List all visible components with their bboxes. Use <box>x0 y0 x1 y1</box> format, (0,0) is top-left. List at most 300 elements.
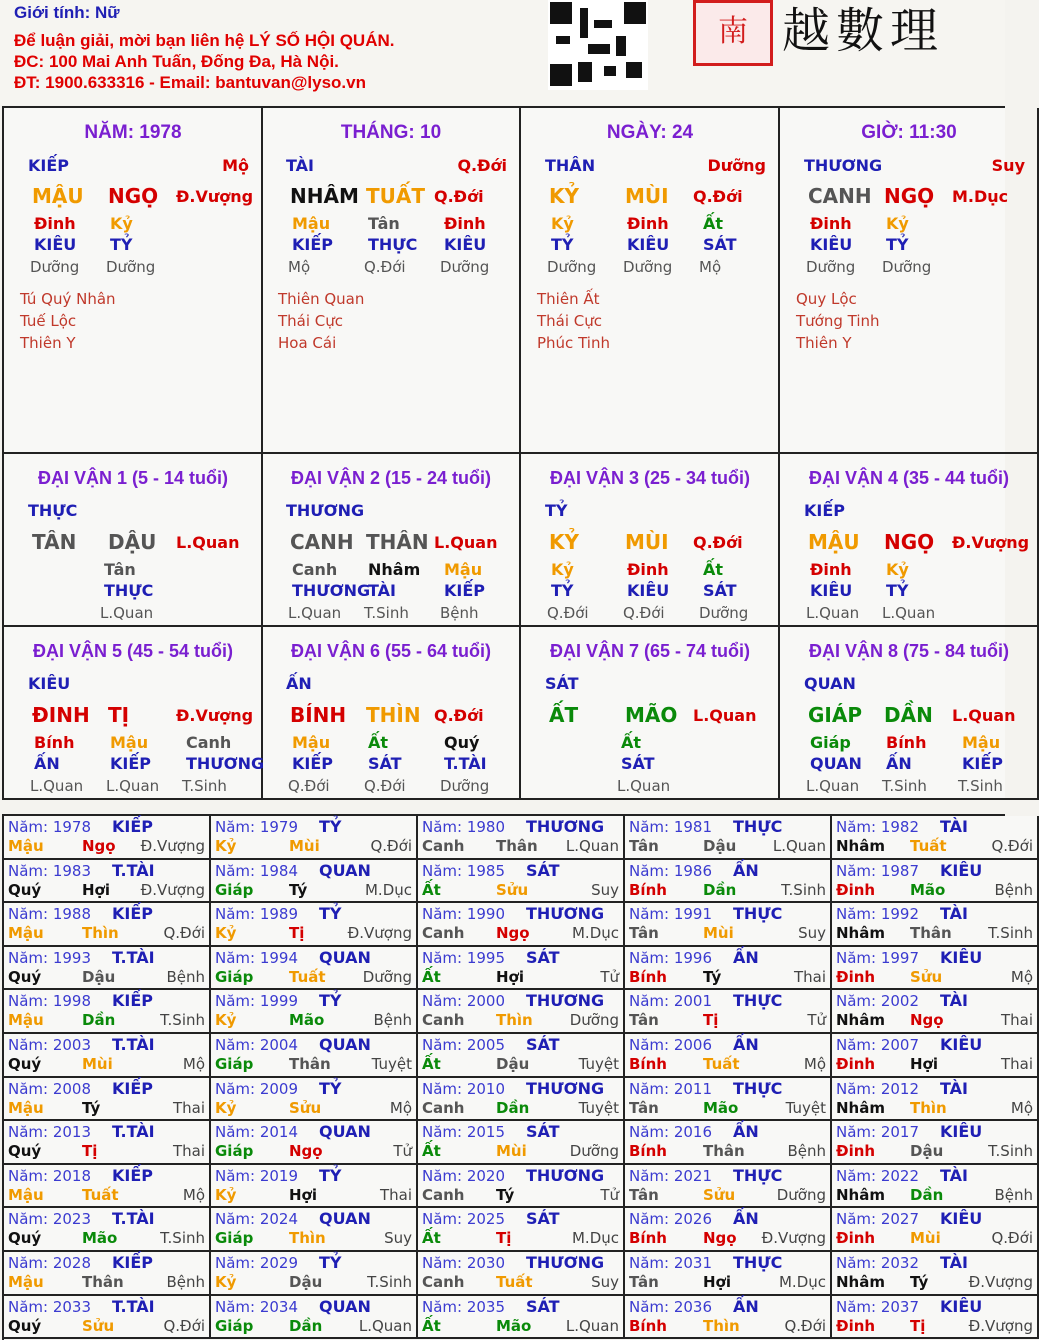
year-ten-god: KIẾP <box>112 991 154 1011</box>
pillar-cell <box>521 108 780 454</box>
cell-title: ĐẠI VẬN 7 (65 - 74 tuổi) <box>549 641 751 661</box>
year-cell <box>625 1078 832 1122</box>
year-stem: Tân <box>629 837 659 855</box>
year-stage: L.Quan <box>772 837 826 855</box>
year-branch: Tý <box>496 1185 515 1204</box>
year-branch: Tuất <box>703 1055 740 1073</box>
year-label: Năm: 2004 <box>215 1036 299 1054</box>
year-cell <box>4 990 211 1034</box>
year-branch: Dần <box>703 880 737 899</box>
year-cell <box>418 990 625 1034</box>
hidden-stem: Ất <box>621 733 642 752</box>
year-stem: Nhâm <box>836 924 885 943</box>
dai-van-cell <box>4 454 263 627</box>
hidden-ten-god: KIẾP <box>962 754 1004 773</box>
year-cell <box>211 947 418 991</box>
annual-luck-table <box>2 814 1033 1340</box>
stage-summary: Q.Đới <box>693 187 743 206</box>
year-ten-god: T.TÀI <box>112 1035 155 1054</box>
year-branch: Tuất <box>910 837 947 855</box>
year-stage: L.Quan <box>358 1316 412 1335</box>
hidden-ten-god: KIÊU <box>810 581 853 600</box>
pillar-grid <box>2 106 1030 800</box>
year-ten-god: THỰC <box>733 817 783 836</box>
year-ten-god: ẤN <box>733 1209 759 1229</box>
year-stage: Bệnh <box>994 880 1033 899</box>
year-branch: Hợi <box>703 1273 732 1291</box>
hidden-stem: Canh <box>292 560 338 579</box>
year-ten-god: SÁT <box>526 1122 560 1142</box>
year-stem: Đinh <box>836 1055 876 1073</box>
year-ten-god: ẤN <box>733 1296 759 1316</box>
year-stem: Mậu <box>8 1011 44 1030</box>
hidden-ten-god: TỶ <box>886 235 909 254</box>
year-stage: Đ.Vượng <box>140 880 205 899</box>
year-label: Năm: 2025 <box>422 1210 506 1229</box>
year-stem: Mậu <box>8 1185 44 1204</box>
hidden-ten-god: ẤN <box>886 754 912 773</box>
year-cell <box>832 1165 1039 1209</box>
hidden-stage: L.Quan <box>288 604 342 622</box>
hidden-ten-god: KIẾP <box>444 581 486 600</box>
year-stem: Nhâm <box>836 837 885 855</box>
year-label: Năm: 2013 <box>8 1123 92 1142</box>
year-stage: Mộ <box>182 1055 205 1073</box>
year-stage: Bệnh <box>994 1185 1033 1204</box>
year-branch: Tý <box>703 967 722 986</box>
year-stage: T.Sinh <box>988 1142 1033 1161</box>
year-label: Năm: 2010 <box>422 1079 506 1098</box>
hidden-stem: Tân <box>368 214 400 233</box>
heavenly-stem: ẤT <box>549 703 579 727</box>
year-stem: Ất <box>422 880 441 899</box>
year-ten-god: KIÊU <box>940 1296 983 1316</box>
year-branch: Ngọ <box>910 1011 944 1030</box>
hidden-stem: Kỷ <box>110 214 133 233</box>
year-branch: Tị <box>703 1011 719 1030</box>
year-cell <box>832 990 1039 1034</box>
year-ten-god: KIẾP <box>112 1078 154 1098</box>
year-branch: Thìn <box>703 1316 740 1335</box>
heavenly-stem: MẬU <box>808 530 860 554</box>
hidden-stem: Kỷ <box>886 560 909 579</box>
year-stage: Đ.Vượng <box>140 837 205 855</box>
year-label: Năm: 1985 <box>422 861 506 880</box>
year-stem: Bính <box>629 1055 667 1073</box>
year-cell <box>625 860 832 904</box>
year-branch: Tuất <box>496 1273 533 1291</box>
year-ten-god: KIẾP <box>112 817 154 836</box>
hidden-stage: Q.Đới <box>623 604 665 622</box>
hidden-stem: Kỷ <box>551 214 574 233</box>
year-branch: Thân <box>910 924 952 943</box>
year-stem: Mậu <box>8 837 44 855</box>
year-branch: Sửu <box>910 967 943 986</box>
year-stem: Quý <box>8 1142 42 1161</box>
year-label: Năm: 2007 <box>836 1036 920 1054</box>
ten-god-label: THƯƠNG <box>286 501 365 520</box>
year-label: Năm: 1989 <box>215 905 299 924</box>
year-branch: Mùi <box>910 1229 941 1248</box>
year-stem: Canh <box>422 1185 465 1204</box>
hidden-stage: L.Quan <box>30 777 84 795</box>
year-stem: Ất <box>422 1055 441 1073</box>
spirit-star: Phúc Tinh <box>537 334 610 352</box>
year-branch: Mùi <box>82 1055 113 1073</box>
year-cell <box>625 1034 832 1078</box>
year-stem: Giáp <box>215 1055 254 1073</box>
year-cell <box>832 1034 1039 1078</box>
year-stem: Canh <box>422 837 465 855</box>
hidden-ten-god: KIẾP <box>292 754 334 773</box>
year-branch: Mão <box>703 1098 739 1117</box>
year-stem: Giáp <box>215 967 254 986</box>
year-branch: Hợi <box>496 967 525 986</box>
stage-label: Dưỡng <box>707 156 766 175</box>
year-cell <box>211 1165 418 1209</box>
year-stem: Mậu <box>8 1273 44 1291</box>
year-ten-god: THƯƠNG <box>526 1078 605 1098</box>
year-branch: Thìn <box>910 1098 947 1117</box>
year-stage: L.Quan <box>565 837 619 855</box>
year-cell <box>211 1121 418 1165</box>
year-stage: Thai <box>172 1142 205 1161</box>
year-cell <box>418 1078 625 1122</box>
year-label: Năm: 2006 <box>629 1036 713 1054</box>
year-cell <box>418 1296 625 1340</box>
year-ten-god: TÀI <box>940 1165 969 1185</box>
hidden-ten-god: KIÊU <box>444 235 487 254</box>
pillar-cell <box>780 108 1039 454</box>
cell-title: ĐẠI VẬN 3 (25 - 34 tuổi) <box>549 468 751 488</box>
year-ten-god: THƯƠNG <box>526 1165 605 1185</box>
year-label: Năm: 2011 <box>629 1079 713 1098</box>
hidden-ten-god: SÁT <box>621 754 655 773</box>
hidden-stage: Dưỡng <box>882 258 932 276</box>
year-cell <box>418 1252 625 1296</box>
year-stage: T.Sinh <box>160 1229 205 1248</box>
year-cell <box>625 1296 832 1340</box>
heavenly-stem: MẬU <box>32 184 84 208</box>
hidden-stage: T.Sinh <box>364 604 409 622</box>
year-stem: Bính <box>629 1229 667 1248</box>
hidden-stem: Kỷ <box>886 214 909 233</box>
year-stage: Mộ <box>1010 1098 1033 1117</box>
hidden-stage: Dưỡng <box>623 258 673 276</box>
year-ten-god: THƯƠNG <box>526 991 605 1011</box>
year-stage: Dưỡng <box>569 1142 619 1161</box>
year-label: Năm: 2024 <box>215 1210 299 1229</box>
hidden-stage: Mộ <box>288 258 311 276</box>
year-label: Năm: 2033 <box>8 1297 92 1316</box>
cell-title: ĐẠI VẬN 6 (55 - 64 tuổi) <box>290 641 492 661</box>
year-ten-god: KIẾP <box>112 1253 154 1272</box>
dai-van-cell <box>780 627 1039 800</box>
year-cell <box>625 1165 832 1209</box>
year-cell <box>832 1078 1039 1122</box>
year-ten-god: SÁT <box>526 1035 560 1054</box>
year-label: Năm: 2020 <box>422 1166 506 1185</box>
year-stem: Kỷ <box>215 1011 237 1030</box>
year-label: Năm: 2028 <box>8 1254 92 1272</box>
earthly-branch: MÙI <box>625 184 669 208</box>
hidden-stem: Bính <box>886 733 927 752</box>
year-cell <box>4 947 211 991</box>
year-stage: Suy <box>384 1229 412 1248</box>
hidden-ten-god: TỶ <box>886 581 909 600</box>
year-label: Năm: 1984 <box>215 861 299 880</box>
year-cell <box>211 1078 418 1122</box>
hidden-stem: Bính <box>34 733 75 752</box>
year-label: Năm: 2016 <box>629 1123 713 1142</box>
hidden-ten-god: KIÊU <box>627 581 670 600</box>
year-branch: Mão <box>82 1229 118 1248</box>
year-branch: Sửu <box>82 1316 115 1335</box>
year-branch: Hợi <box>82 880 111 899</box>
year-cell <box>418 903 625 947</box>
hidden-stage: Dưỡng <box>440 258 490 276</box>
year-label: Năm: 1997 <box>836 948 920 967</box>
year-cell <box>418 1034 625 1078</box>
year-label: Năm: 2009 <box>215 1079 299 1098</box>
year-stem: Nhâm <box>836 1098 885 1117</box>
earthly-branch: TỊ <box>108 703 130 727</box>
earthly-branch: THÂN <box>366 530 429 554</box>
year-stage: Tử <box>807 1011 826 1030</box>
spirit-star: Thái Cực <box>278 312 344 330</box>
year-stage: Bệnh <box>166 967 205 986</box>
year-stage: M.Dục <box>364 880 412 899</box>
year-stem: Kỷ <box>215 1185 237 1204</box>
heavenly-stem: CANH <box>808 184 872 208</box>
year-branch: Mão <box>910 880 946 899</box>
year-branch: Thìn <box>289 1229 326 1248</box>
year-ten-god: TÀI <box>940 1078 969 1098</box>
year-label: Năm: 2032 <box>836 1254 920 1272</box>
year-stage: Tuyệt <box>578 1055 619 1073</box>
year-ten-god: KIÊU <box>940 1209 983 1229</box>
year-branch: Dậu <box>910 1142 944 1161</box>
year-ten-god: TÀI <box>940 1253 969 1272</box>
hidden-ten-god: THƯƠNG <box>186 754 265 773</box>
year-label: Năm: 2030 <box>422 1254 506 1272</box>
year-stage: Mộ <box>1010 967 1033 986</box>
qr-code[interactable] <box>548 0 648 90</box>
year-stem: Nhâm <box>836 1011 885 1030</box>
year-stem: Canh <box>422 1273 465 1291</box>
year-stage: T.Sinh <box>367 1273 412 1291</box>
spirit-star: Tướng Tinh <box>796 312 880 330</box>
hidden-ten-god: KIẾP <box>110 754 152 773</box>
year-branch: Dần <box>289 1316 323 1335</box>
cell-title: NGÀY: 24 <box>606 122 694 143</box>
year-cell <box>418 816 625 860</box>
stage-summary: L.Quan <box>176 533 240 552</box>
year-branch: Tị <box>82 1142 98 1161</box>
year-stage: Tử <box>393 1142 412 1161</box>
hidden-stem: Mậu <box>292 733 331 752</box>
year-stage: M.Dục <box>778 1273 826 1291</box>
year-label: Năm: 2027 <box>836 1210 920 1229</box>
year-ten-god: TỶ <box>319 991 342 1011</box>
year-cell <box>832 1296 1039 1340</box>
year-ten-god: T.TÀI <box>112 1209 155 1229</box>
ten-god-label: TÀI <box>286 156 315 175</box>
hidden-ten-god: SÁT <box>703 581 737 600</box>
year-branch: Mùi <box>496 1142 527 1161</box>
heavenly-stem: GIÁP <box>808 703 862 727</box>
year-stage: L.Quan <box>565 1316 619 1335</box>
year-ten-god: TỶ <box>319 1078 342 1098</box>
year-stage: Suy <box>591 880 619 899</box>
hidden-ten-god: QUAN <box>810 754 862 773</box>
year-branch: Tị <box>289 924 305 943</box>
year-branch: Sửu <box>496 880 529 899</box>
hidden-ten-god: KIẾP <box>292 235 334 254</box>
header <box>0 0 1005 105</box>
hidden-stage: Bệnh <box>440 604 479 622</box>
hidden-ten-god: SÁT <box>368 754 402 773</box>
year-label: Năm: 2002 <box>836 992 920 1011</box>
earthly-branch: NGỌ <box>108 184 159 208</box>
year-stage: T.Sinh <box>781 880 826 899</box>
year-branch: Dần <box>82 1011 116 1030</box>
year-label: Năm: 1993 <box>8 948 92 967</box>
stage-summary: L.Quan <box>693 706 757 725</box>
ten-god-label: QUAN <box>804 674 856 693</box>
year-cell <box>625 1208 832 1252</box>
year-label: Năm: 1983 <box>8 861 92 880</box>
hidden-stage: Dưỡng <box>106 258 156 276</box>
stage-summary: L.Quan <box>952 706 1016 725</box>
contact-address: ĐC: 100 Mai Anh Tuấn, Đống Đa, Hà Nội. <box>14 52 339 71</box>
year-ten-god: SÁT <box>526 1296 560 1316</box>
year-stage: Suy <box>591 1273 619 1291</box>
year-label: Năm: 1995 <box>422 948 506 967</box>
year-branch: Sửu <box>703 1185 736 1204</box>
dai-van-cell <box>4 627 263 800</box>
year-stage: Q.Đới <box>163 924 205 943</box>
contact-phone-email: ĐT: 1900.633316 - Email: bantuvan@lyso.vn <box>14 73 366 92</box>
hidden-stage: Q.Đới <box>288 777 330 795</box>
ten-god-label: SÁT <box>545 674 579 693</box>
year-label: Năm: 1994 <box>215 948 299 967</box>
year-branch: Dậu <box>289 1273 323 1291</box>
stage-summary: M.Dục <box>952 187 1009 206</box>
earthly-branch: NGỌ <box>884 184 935 208</box>
year-stage: M.Dục <box>571 1229 619 1248</box>
year-branch: Thìn <box>82 924 119 943</box>
year-label: Năm: 1990 <box>422 905 506 924</box>
year-stage: T.Sinh <box>988 924 1033 943</box>
year-label: Năm: 2001 <box>629 992 713 1011</box>
heavenly-stem: NHÂM <box>290 184 359 208</box>
hidden-ten-god: THỰC <box>368 235 418 254</box>
hidden-stage: Q.Đới <box>547 604 589 622</box>
heavenly-stem: BÍNH <box>290 703 347 727</box>
year-cell <box>625 816 832 860</box>
hidden-ten-god: TỶ <box>551 235 574 254</box>
year-label: Năm: 2026 <box>629 1210 713 1229</box>
hidden-stem: Kỷ <box>551 560 574 579</box>
year-stage: Thai <box>1000 1055 1033 1073</box>
year-stage: Dưỡng <box>776 1185 826 1204</box>
year-stem: Kỷ <box>215 924 237 943</box>
contact-line-1: Để luận giải, mời bạn liên hệ LÝ SỐ HỘI QUÁN. <box>14 31 395 50</box>
year-stage: Đ.Vượng <box>761 1229 826 1248</box>
year-stage: Q.Đới <box>370 837 412 855</box>
year-stem: Nhâm <box>836 1273 885 1291</box>
year-branch: Tý <box>289 880 308 899</box>
cell-title: ĐẠI VẬN 1 (5 - 14 tuổi) <box>37 468 229 488</box>
year-cell <box>4 1121 211 1165</box>
hidden-ten-god: TỶ <box>551 581 574 600</box>
year-stem: Đinh <box>836 967 876 986</box>
year-label: Năm: 2018 <box>8 1166 92 1185</box>
cell-title: THÁNG: 10 <box>340 122 442 143</box>
earthly-branch: MÃO <box>625 703 678 727</box>
year-cell <box>4 903 211 947</box>
year-cell <box>4 1078 211 1122</box>
year-label: Năm: 1998 <box>8 992 92 1011</box>
year-ten-god: QUAN <box>319 947 371 967</box>
cell-title: ĐẠI VẬN 5 (45 - 54 tuổi) <box>32 641 234 661</box>
heavenly-stem: KỶ <box>549 530 579 554</box>
hidden-ten-god: TỶ <box>110 235 133 254</box>
year-stem: Bính <box>629 1142 667 1161</box>
year-cell <box>211 1034 418 1078</box>
year-ten-god: THỰC <box>733 1253 783 1272</box>
year-branch: Thân <box>703 1142 745 1161</box>
hidden-stem: Giáp <box>810 733 851 752</box>
year-stage: M.Dục <box>571 924 619 943</box>
year-label: Năm: 2000 <box>422 992 506 1011</box>
hidden-stage: Dưỡng <box>440 777 490 795</box>
year-label: Năm: 2012 <box>836 1079 920 1098</box>
year-cell <box>4 860 211 904</box>
cell-title: GIỜ: 11:30 <box>861 122 957 143</box>
hidden-stem: Quý <box>444 733 480 752</box>
year-branch: Mùi <box>703 924 734 943</box>
year-label: Năm: 1992 <box>836 905 920 924</box>
year-cell <box>418 860 625 904</box>
year-stem: Kỷ <box>215 1098 237 1117</box>
year-ten-god: QUAN <box>319 1122 371 1142</box>
cell-title: ĐẠI VẬN 4 (35 - 44 tuổi) <box>808 468 1010 488</box>
year-cell <box>418 947 625 991</box>
year-cell <box>832 1208 1039 1252</box>
hidden-stem: Đinh <box>627 214 669 233</box>
hidden-stem: Đinh <box>34 214 76 233</box>
year-label: Năm: 2003 <box>8 1036 92 1054</box>
hidden-stem: Ất <box>703 560 724 579</box>
ten-god-label: KIẾP <box>804 501 846 520</box>
year-cell <box>832 1252 1039 1296</box>
dai-van-cell <box>521 454 780 627</box>
year-stem: Canh <box>422 1011 465 1030</box>
year-cell <box>832 1121 1039 1165</box>
year-branch: Tuất <box>82 1185 119 1204</box>
year-ten-god: THƯƠNG <box>526 904 605 924</box>
ten-god-label: THÂN <box>545 156 596 175</box>
spirit-star: Hoa Cái <box>278 334 337 352</box>
year-ten-god: THỰC <box>733 1165 783 1185</box>
year-stem: Canh <box>422 924 465 943</box>
year-label: Năm: 1982 <box>836 818 920 836</box>
year-cell <box>625 990 832 1034</box>
year-label: Năm: 2005 <box>422 1036 506 1054</box>
earthly-branch: DẦN <box>884 703 933 727</box>
